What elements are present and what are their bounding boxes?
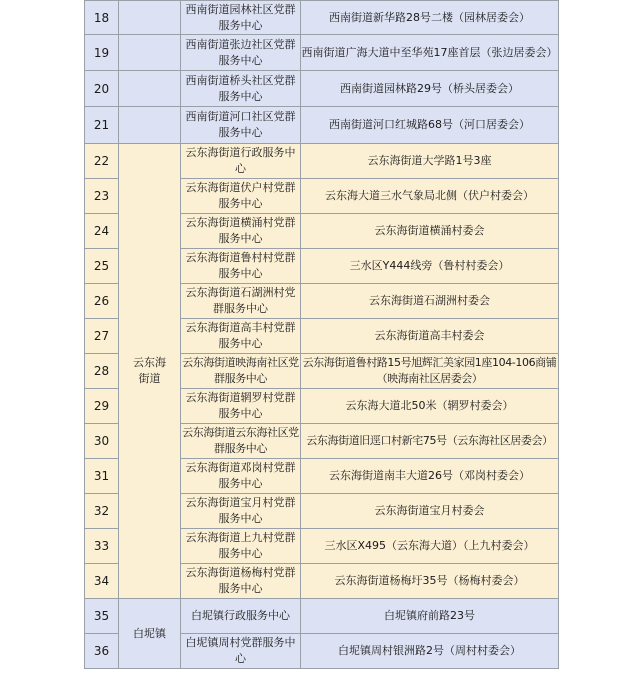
table-row [85, 1, 559, 35]
center-name: 白坭镇行政服务中心 [181, 599, 301, 634]
center-name: 云东海街道高丰村党群服务中心 [181, 319, 301, 354]
row-number: 25 [85, 249, 119, 284]
center-name: 云东海街道石湖洲村党群服务中心 [181, 284, 301, 319]
center-name: 云东海街道邓岗村党群服务中心 [181, 459, 301, 494]
district-cell-yundonghai: 云东海街道 [119, 144, 181, 599]
center-address: 云东海街道旧逕口村新宅75号（云东海社区居委会） [301, 424, 559, 459]
row-number: 23 [85, 179, 119, 214]
center-address: 云东海街道高丰村委会 [301, 319, 559, 354]
table-row [85, 35, 559, 71]
center-name: 西南街道河口社区党群服务中心 [181, 107, 301, 144]
district-cell [119, 35, 181, 71]
center-address: 西南街道新华路28号二楼（园林居委会） [301, 1, 559, 35]
center-address: 三水区X495（云东海大道）（上九村委会） [301, 529, 559, 564]
center-address: 西南街道河口红城路68号（河口居委会） [301, 107, 559, 144]
center-name: 云东海街道映海南社区党群服务中心 [181, 354, 301, 389]
row-number: 27 [85, 319, 119, 354]
center-name: 云东海街道伏户村党群服务中心 [181, 179, 301, 214]
district-cell [119, 71, 181, 107]
district-cell-baini: 白坭镇 [119, 599, 181, 669]
row-number: 21 [85, 107, 119, 144]
center-address: 云东海街道南丰大道26号（邓岗村委会） [301, 459, 559, 494]
center-address: 白坭镇府前路23号 [301, 599, 559, 634]
center-name: 云东海街道鲁村村党群服务中心 [181, 249, 301, 284]
row-number: 18 [85, 1, 119, 35]
row-number: 22 [85, 144, 119, 179]
center-address: 白坭镇周村银洲路2号（周村村委会） [301, 634, 559, 669]
center-address: 西南街道园林路29号（桥头居委会） [301, 71, 559, 107]
center-address: 云东海街道横涌村委会 [301, 214, 559, 249]
center-name: 云东海街道上九村党群服务中心 [181, 529, 301, 564]
center-name: 西南街道桥头社区党群服务中心 [181, 71, 301, 107]
row-number: 29 [85, 389, 119, 424]
center-address: 云东海街道宝月村委会 [301, 494, 559, 529]
row-number: 35 [85, 599, 119, 634]
row-number: 34 [85, 564, 119, 599]
center-name: 云东海街道宝月村党群服务中心 [181, 494, 301, 529]
row-number: 26 [85, 284, 119, 319]
center-address: 云东海街道石湖洲村委会 [301, 284, 559, 319]
table-row [85, 144, 559, 179]
center-name: 云东海街道云东海社区党群服务中心 [181, 424, 301, 459]
center-address: 云东海街道大学路1号3座 [301, 144, 559, 179]
center-name: 云东海街道辋罗村党群服务中心 [181, 389, 301, 424]
table-row [85, 599, 559, 634]
row-number: 30 [85, 424, 119, 459]
center-name: 西南街道张边社区党群服务中心 [181, 35, 301, 71]
row-number: 31 [85, 459, 119, 494]
center-address: 西南街道广海大道中至华苑17座首层（张边居委会） [301, 35, 559, 71]
center-name: 云东海街道杨梅村党群服务中心 [181, 564, 301, 599]
center-address: 云东海大道北50米（辋罗村委会） [301, 389, 559, 424]
center-name: 云东海街道行政服务中心 [181, 144, 301, 179]
center-address: 云东海大道三水气象局北侧（伏户村委会） [301, 179, 559, 214]
district-cell [119, 107, 181, 144]
center-address: 云东海街道杨梅圩35号（杨梅村委会） [301, 564, 559, 599]
table-row [85, 107, 559, 144]
row-number: 19 [85, 35, 119, 71]
row-number: 33 [85, 529, 119, 564]
center-name: 云东海街道横涌村党群服务中心 [181, 214, 301, 249]
center-address: 云东海街道鲁村路15号旭辉汇美家园1座104-106商铺（映海南社区居委会） [301, 354, 559, 389]
center-address: 三水区Y444线旁（鲁村村委会） [301, 249, 559, 284]
row-number: 20 [85, 71, 119, 107]
row-number: 32 [85, 494, 119, 529]
center-name: 西南街道园林社区党群服务中心 [181, 1, 301, 35]
row-number: 28 [85, 354, 119, 389]
service-center-table [84, 0, 559, 669]
row-number: 36 [85, 634, 119, 669]
row-number: 24 [85, 214, 119, 249]
center-name: 白坭镇周村党群服务中心 [181, 634, 301, 669]
table-row [85, 71, 559, 107]
district-cell [119, 1, 181, 35]
